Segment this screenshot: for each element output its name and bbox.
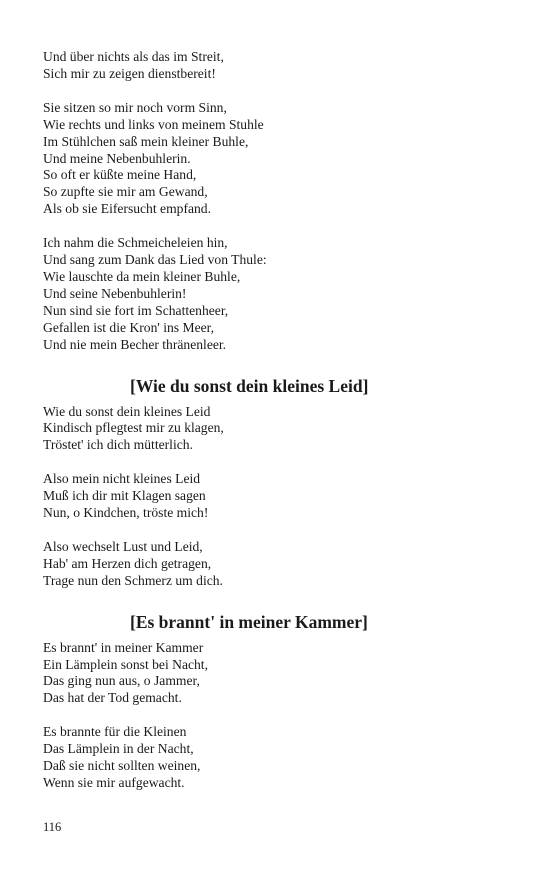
- verse-line: Wie lauschte da mein kleiner Buhle,: [43, 268, 241, 284]
- verse-line: Gefallen ist die Kron' ins Meer,: [43, 319, 215, 335]
- verse-line: Und über nichts als das im Streit,: [43, 49, 224, 64]
- verse-line: Hab' am Herzen dich getragen,: [43, 555, 212, 571]
- stanza: [43, 49, 513, 83]
- poem-title: [Wie du sonst dein kleines Leid]: [130, 375, 369, 396]
- verse-line: Und meine Nebenbuhlerin.: [43, 150, 191, 166]
- verse-line: Sie sitzen so mir noch vorm Sinn,: [43, 99, 227, 115]
- stanza: [43, 640, 513, 708]
- verse-line: Ein Lämplein sonst bei Nacht,: [43, 656, 208, 672]
- verse-line: Also mein nicht kleines Leid: [43, 471, 201, 487]
- poem-section-es-brannt: [43, 612, 513, 792]
- verse-line: So oft er küßte meine Hand,: [43, 167, 197, 183]
- poem-page: [43, 49, 513, 809]
- verse-line: Und seine Nebenbuhlerin!: [43, 285, 187, 301]
- verse-line: Wie rechts und links von meinem Stuhle: [43, 116, 264, 132]
- verse-line: Wenn sie mir aufgewacht.: [43, 775, 185, 790]
- stanza: [43, 404, 513, 455]
- poem-section-continued: [43, 49, 513, 354]
- verse-line: Also wechselt Lust und Leid,: [43, 538, 203, 554]
- verse-line: Das Lämplein in der Nacht,: [43, 741, 194, 757]
- stanza: [43, 235, 513, 353]
- verse-line: Kindisch pflegtest mir zu klagen,: [43, 420, 224, 436]
- page-number: 116: [43, 820, 62, 834]
- verse-line: Muß ich dir mit Klagen sagen: [43, 488, 206, 504]
- stanza: [43, 471, 513, 522]
- verse-line: Tröstet' ich dich mütterlich.: [43, 437, 193, 453]
- verse-line: Sich mir zu zeigen dienstbereit!: [43, 65, 216, 81]
- verse-line: Das hat der Tod gemacht.: [43, 690, 182, 706]
- verse-line: Als ob sie Eifersucht empfand.: [43, 201, 211, 217]
- verse-line: Nun, o Kindchen, tröste mich!: [43, 505, 209, 521]
- verse-line: Es brannte für die Kleinen: [43, 724, 187, 740]
- verse-line: Trage nun den Schmerz um dich.: [43, 572, 223, 588]
- verse-line: Und nie mein Becher thränenleer.: [43, 336, 227, 352]
- verse-line: So zupfte sie mir am Gewand,: [43, 184, 208, 200]
- verse-line: Das ging nun aus, o Jammer,: [43, 673, 200, 689]
- verse-line: Im Stühlchen saß mein kleiner Buhle,: [43, 133, 249, 149]
- poem-title: [Es brannt' in meiner Kammer]: [130, 611, 368, 632]
- stanza: [43, 100, 513, 218]
- poem-section-wie-du-sonst: [43, 376, 513, 590]
- verse-line: Nun sind sie fort im Schattenheer,: [43, 302, 229, 318]
- stanza: [43, 724, 513, 792]
- verse-line: Wie du sonst dein kleines Leid: [43, 403, 211, 419]
- verse-line: Daß sie nicht sollten weinen,: [43, 758, 201, 774]
- verse-line: Es brannt' in meiner Kammer: [43, 639, 204, 655]
- verse-line: Und sang zum Dank das Lied von Thule:: [43, 252, 267, 268]
- stanza: [43, 539, 513, 590]
- verse-line: Ich nahm die Schmeicheleien hin,: [43, 235, 228, 251]
